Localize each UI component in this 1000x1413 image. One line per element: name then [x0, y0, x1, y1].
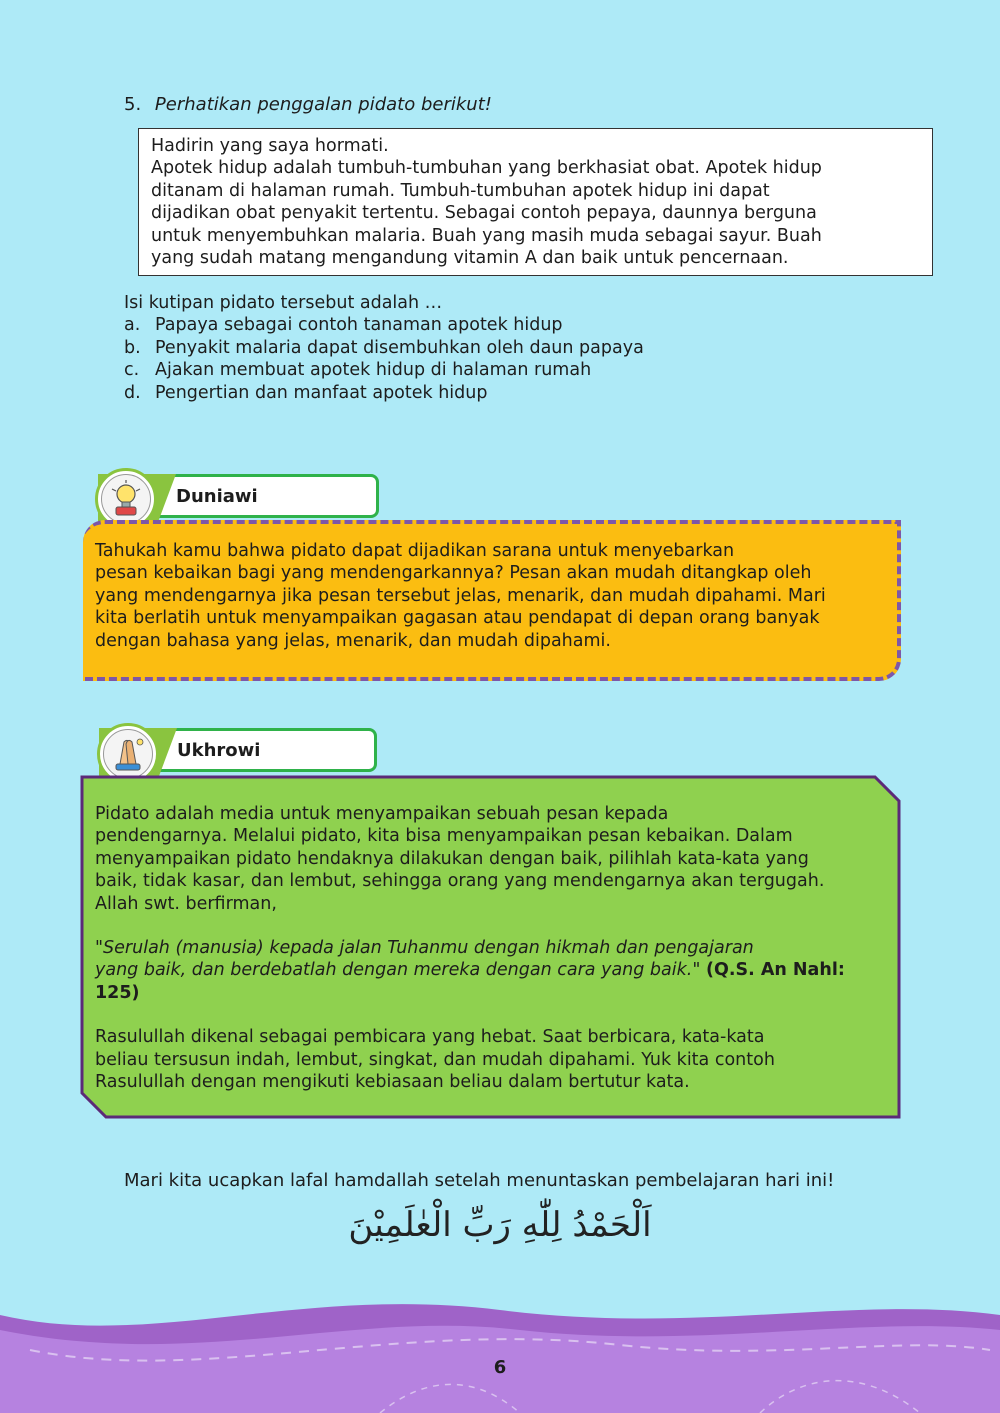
- bottom-wave-decoration: [0, 1290, 1000, 1413]
- duniawi-line: kita berlatih untuk menyampaikan gagasan atau pendapat di depan orang banyak: [95, 608, 820, 629]
- ukhrowi-line: pendengarnya. Melalui pidato, kita bisa menyampaikan pesan kebaikan. Dalam: [95, 826, 793, 847]
- ukhrowi-line: Rasulullah dengan mengikuti kebiasaan beliau dalam bertutur kata.: [95, 1072, 690, 1093]
- excerpt-line: Hadirin yang saya hormati.: [151, 136, 389, 156]
- ukhrowi-content: [80, 775, 901, 1119]
- excerpt-line: dijadikan obat penyakit tertentu. Sebagai contoh pepaya, daunnya berguna: [151, 203, 817, 224]
- option-letter: d.: [124, 382, 141, 403]
- option-d[interactable]: [124, 382, 644, 404]
- duniawi-content: [83, 520, 901, 681]
- verse-line: yang baik, dan berdebatlah dengan mereka dengan cara yang baik.": [95, 960, 701, 981]
- verse-line: "Serulah (manusia) kepada jalan Tuhanmu dengan hikmah dan pengajaran: [95, 938, 754, 959]
- question-prompt: Isi kutipan pidato tersebut adalah …: [124, 293, 443, 313]
- option-b[interactable]: [124, 337, 644, 359]
- ukhrowi-title: Ukhrowi: [177, 740, 261, 761]
- option-letter: c.: [124, 360, 140, 381]
- excerpt-line: untuk menyembuhkan malaria. Buah yang masih muda sebagai sayur. Buah: [151, 225, 822, 246]
- duniawi-line: yang mendengarnya jika pesan tersebut jelas, menarik, dan mudah dipahami. Mari: [95, 585, 826, 606]
- ukhrowi-line: beliau tersusun indah, lembut, singkat, dan mudah dipahami. Yuk kita contoh: [95, 1049, 775, 1070]
- option-c[interactable]: [124, 359, 644, 381]
- option-text: Papaya sebagai contoh tanaman apotek hidup: [155, 315, 563, 336]
- hamdallah-arabic: اَلْحَمْدُ لِلّٰهِ رَبِّ الْعٰلَمِيْنَ: [348, 1205, 652, 1245]
- ukhrowi-line: baik, tidak kasar, dan lembut, sehingga orang yang mendengarnya akan tergugah.: [95, 871, 825, 892]
- excerpt-line: Apotek hidup adalah tumbuh-tumbuhan yang berkhasiat obat. Apotek hidup: [151, 158, 822, 179]
- ukhrowi-line: Pidato adalah media untuk menyampaikan sebuah pesan kepada: [95, 804, 669, 824]
- ukhrowi-line: Rasulullah dikenal sebagai pembicara yang hebat. Saat berbicara, kata-kata: [95, 1027, 765, 1048]
- option-letter: b.: [124, 337, 141, 358]
- option-text: Pengertian dan manfaat apotek hidup: [155, 382, 488, 403]
- praying-hands-icon: [108, 734, 148, 774]
- excerpt-line: ditanam di halaman rumah. Tumbuh-tumbuhan apotek hidup ini dapat: [151, 180, 770, 201]
- page-number: 6: [493, 1357, 507, 1378]
- option-a[interactable]: [124, 314, 644, 336]
- option-letter: a.: [124, 315, 141, 336]
- speech-excerpt-box: [138, 128, 933, 276]
- answer-options: [124, 292, 644, 404]
- duniawi-title: Duniawi: [176, 486, 258, 507]
- duniawi-line: pesan kebaikan bagi yang mendengarkannya? Pesan akan mudah ditangkap oleh: [95, 563, 812, 584]
- ukhrowi-line: Allah swt. berfirman,: [95, 893, 277, 914]
- closing-instruction: Mari kita ucapkan lafal hamdallah setelah menuntaskan pembelajaran hari ini!: [124, 1170, 835, 1191]
- duniawi-line: dengan bahasa yang jelas, menarik, dan mudah dipahami.: [95, 630, 611, 651]
- verse-reference: (Q.S. An Nahl:: [705, 960, 845, 981]
- verse-reference-cont: 125): [95, 982, 140, 1003]
- option-text: Penyakit malaria dapat disembuhkan oleh daun papaya: [155, 337, 644, 358]
- lightbulb-icon: [106, 479, 146, 519]
- question-title: [124, 94, 492, 115]
- option-text: Ajakan membuat apotek hidup di halaman rumah: [155, 360, 592, 381]
- question-instruction: Perhatikan penggalan pidato berikut!: [154, 94, 492, 115]
- question-number: 5.: [124, 94, 142, 115]
- excerpt-line: yang sudah matang mengandung vitamin A dan baik untuk pencernaan.: [151, 248, 789, 269]
- duniawi-line: Tahukah kamu bahwa pidato dapat dijadikan sarana untuk menyebarkan: [95, 541, 735, 561]
- ukhrowi-line: menyampaikan pidato hendaknya dilakukan dengan baik, pilihlah kata-kata yang: [95, 848, 809, 869]
